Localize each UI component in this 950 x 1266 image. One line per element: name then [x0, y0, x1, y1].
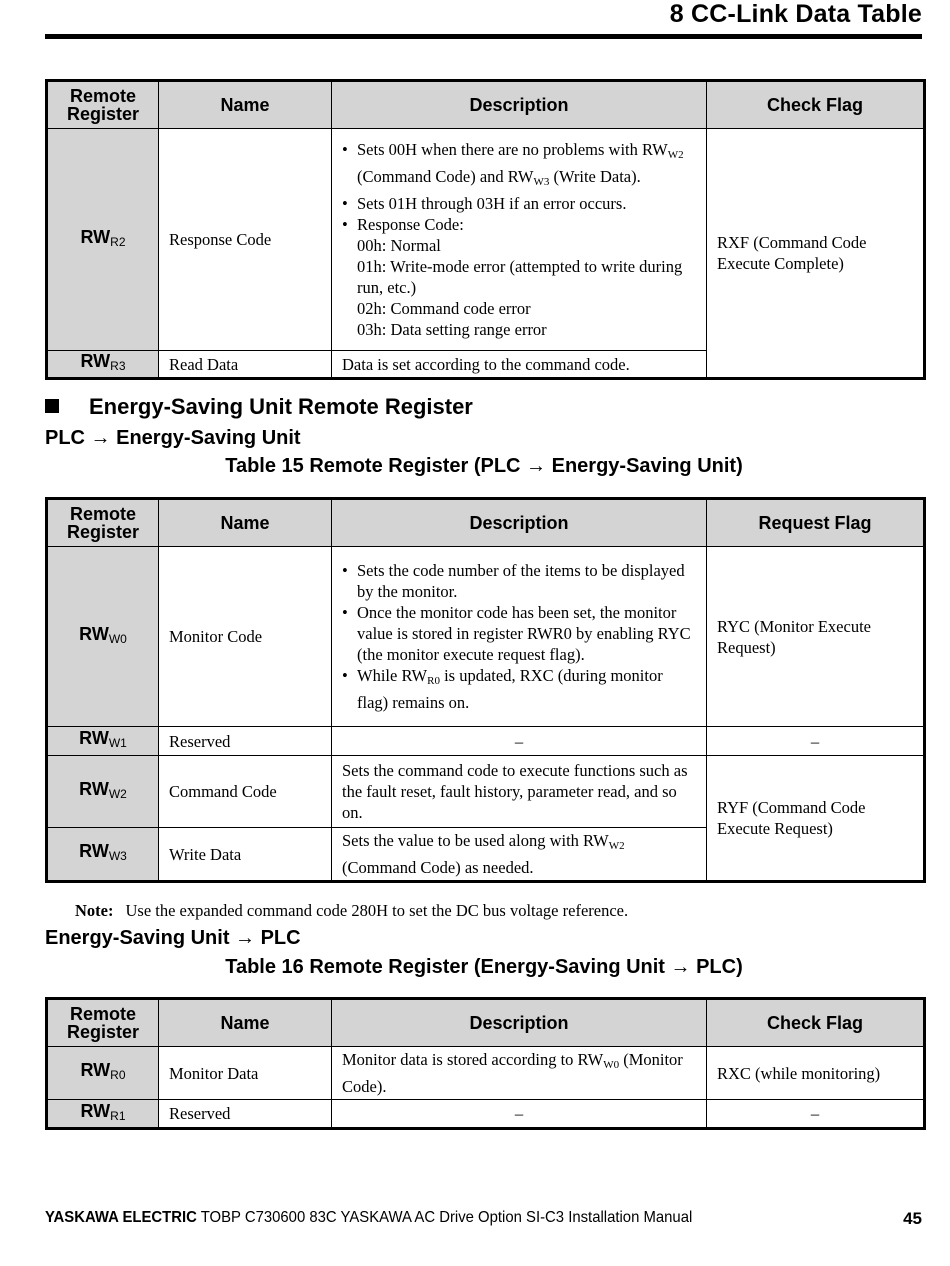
chapter-title: 8 CC-Link Data Table [669, 0, 922, 28]
bullet-item: • Sets 00H when there are no problems with $RW_{W2}$ (Command Code) and $RW_{W3}$ (Write Data). [342, 139, 696, 193]
description-cell [332, 547, 707, 727]
register-cell: $RW_{R3}$ [47, 351, 159, 379]
bullet-item: • Sets the code number of the items to be displayed by the monitor. [342, 560, 696, 602]
header-rule [45, 34, 922, 39]
register-cell: $RW_{R1}$ [47, 1100, 159, 1129]
description-cell: Sets the value to be used along with $RW_{W2}$ (Command Code) as needed. [332, 828, 707, 882]
response-code-item: 03h: Data setting range error [357, 320, 547, 339]
name-cell: Response Code [159, 129, 332, 351]
description-cell: Monitor data is stored according to $RW_{W0}$ (Monitor Code). [332, 1047, 707, 1100]
description-cell [332, 129, 707, 351]
note-text: Use the expanded command code 280H to set the DC bus voltage reference. [125, 901, 629, 920]
section-heading: Energy-Saving Unit Remote Register [45, 394, 473, 420]
flag-cell: RXC (while monitoring) [707, 1047, 925, 1100]
col-header-check-flag: Check Flag [707, 81, 925, 129]
response-code-item: 02h: Command code error [357, 299, 531, 318]
response-code-item: 00h: Normal [357, 236, 441, 255]
name-cell: Monitor Code [159, 547, 332, 727]
name-cell: Command Code [159, 756, 332, 828]
table-15 [45, 497, 926, 883]
description-cell: – [332, 1100, 707, 1129]
col-header-name: Name [159, 999, 332, 1047]
register-cell: $RW_{W1}$ [47, 727, 159, 756]
table-row [47, 1100, 925, 1129]
register-cell: $RW_{W2}$ [47, 756, 159, 828]
subsection-heading-unit-to-plc: Energy-Saving Unit → PLC [45, 927, 301, 949]
bullet-item: • Once the monitor code has been set, the monitor value is stored in register RWR0 by enabling RYC (the monitor execute request flag). [342, 602, 696, 665]
flag-cell: – [707, 1100, 925, 1129]
name-cell: Monitor Data [159, 1047, 332, 1100]
flag-cell: – [707, 727, 925, 756]
table-row [47, 727, 925, 756]
table-row [47, 756, 925, 828]
name-cell: Reserved [159, 727, 332, 756]
register-cell: $RW_{W0}$ [47, 547, 159, 727]
register-cell: $RW_{R2}$ [47, 129, 159, 351]
table-row [47, 129, 925, 351]
bullet-item: • While $RW_{R0}$ is updated, RXC (during monitor flag) remains on. [342, 665, 696, 713]
footer-brand: YASKAWA ELECTRIC [45, 1209, 197, 1226]
name-cell: Reserved [159, 1100, 332, 1129]
flag-cell: RYC (Monitor Execute Request) [707, 547, 925, 727]
page-number: 45 [903, 1209, 922, 1228]
col-header-register: Remote Register [47, 999, 159, 1047]
table-15-caption: Table 15 Remote Register (PLC → Energy-Saving Unit) [225, 455, 743, 477]
description-cell: Data is set according to the command code. [332, 351, 707, 379]
footer-text: TOBP C730600 83C YASKAWA AC Drive Option SI-C3 Installation Manual [200, 1209, 693, 1226]
flag-cell: RYF (Command Code Execute Request) [707, 756, 925, 882]
description-cell: Sets the command code to execute functions such as the fault reset, fault history, parameter read, and so on. [332, 756, 707, 828]
col-header-description: Description [332, 81, 707, 129]
col-header-description: Description [332, 499, 707, 547]
bullet-item: • Response Code: [342, 214, 696, 235]
note [75, 901, 628, 921]
flag-cell: RXF (Command Code Execute Complete) [707, 129, 925, 379]
register-cell: $RW_{W3}$ [47, 828, 159, 882]
col-header-register: Remote Register [47, 499, 159, 547]
table-row [47, 1047, 925, 1100]
table-16 [45, 997, 926, 1130]
col-header-check-flag: Check Flag [707, 999, 925, 1047]
note-label: Note: [75, 901, 114, 920]
table-16-caption: Table 16 Remote Register (Energy-Saving Unit → PLC) [225, 956, 743, 978]
col-header-register: Remote Register [47, 81, 159, 129]
table-header-row [47, 999, 925, 1047]
col-header-request-flag: Request Flag [707, 499, 925, 547]
col-header-name: Name [159, 499, 332, 547]
col-header-description: Description [332, 999, 707, 1047]
col-header-name: Name [159, 81, 332, 129]
response-code-item: 01h: Write-mode error (attempted to write during run, etc.) [357, 257, 683, 297]
table-header-row [47, 499, 925, 547]
table-response-registers [45, 79, 926, 380]
table-header-row [47, 81, 925, 129]
register-cell: $RW_{R0}$ [47, 1047, 159, 1100]
bullet-item: • Sets 01H through 03H if an error occurs. [342, 193, 696, 214]
name-cell: Read Data [159, 351, 332, 379]
square-bullet-icon [45, 399, 59, 413]
table-row [47, 547, 925, 727]
subsection-heading-plc-to-unit: PLC → Energy-Saving Unit [45, 427, 301, 449]
footer [45, 1209, 861, 1227]
description-cell: – [332, 727, 707, 756]
name-cell: Write Data [159, 828, 332, 882]
